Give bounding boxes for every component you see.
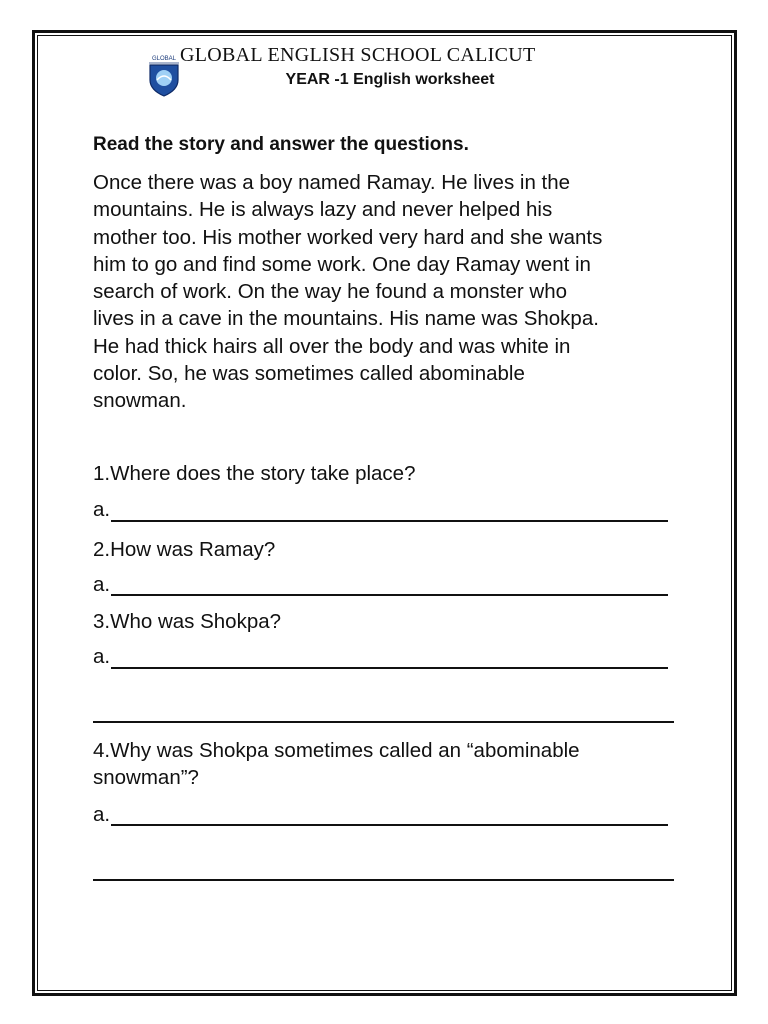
worksheet-subtitle: YEAR -1 English worksheet xyxy=(285,71,495,88)
story-line: mountains. He is always lazy and never helped his xyxy=(93,198,553,222)
answer-line-2[interactable] xyxy=(111,594,668,596)
story-line: Once there was a boy named Ramay. He lives in the xyxy=(93,171,571,194)
instruction-heading: Read the story and answer the questions. xyxy=(93,134,469,155)
question-3: 3.Who was Shokpa? xyxy=(93,610,282,633)
story-line: search of work. On the way he found a monster who xyxy=(93,280,568,304)
question-4-line: snowman”? xyxy=(93,766,199,789)
school-name: GLOBAL ENGLISH SCHOOL CALICUT xyxy=(180,44,536,66)
story-paragraph xyxy=(93,169,683,415)
answer-line-4b[interactable] xyxy=(93,879,674,881)
story-line: He had thick hairs all over the body and was white in xyxy=(93,334,571,358)
answer-line-1[interactable] xyxy=(111,520,668,522)
question-1: 1.Where does the story take place? xyxy=(93,462,416,485)
answer-line-4[interactable] xyxy=(111,824,668,826)
story-line: mother too. His mother worked very hard and she wants xyxy=(93,225,603,249)
question-2: 2.How was Ramay? xyxy=(93,538,276,561)
story-line: lives in a cave in the mountains. His name was Shokpa. xyxy=(93,307,599,331)
question-4-line: 4.Why was Shokpa sometimes called an “abominable xyxy=(93,739,580,762)
answer-label-2: a. xyxy=(93,573,111,596)
answer-label-1: a. xyxy=(93,498,111,521)
question-4 xyxy=(93,737,580,791)
school-logo xyxy=(146,52,182,98)
answer-line-3[interactable] xyxy=(111,667,668,669)
story-line: him to go and find some work. One day Ramay went in xyxy=(93,252,591,276)
story-line: color. So, he was sometimes called abominable xyxy=(93,362,525,386)
answer-label-3: a. xyxy=(93,645,111,668)
story-line: snowman. xyxy=(93,389,187,413)
logo-text: GLOBAL xyxy=(151,56,177,62)
answer-label-4: a. xyxy=(93,803,111,826)
answer-line-3b[interactable] xyxy=(93,721,674,723)
